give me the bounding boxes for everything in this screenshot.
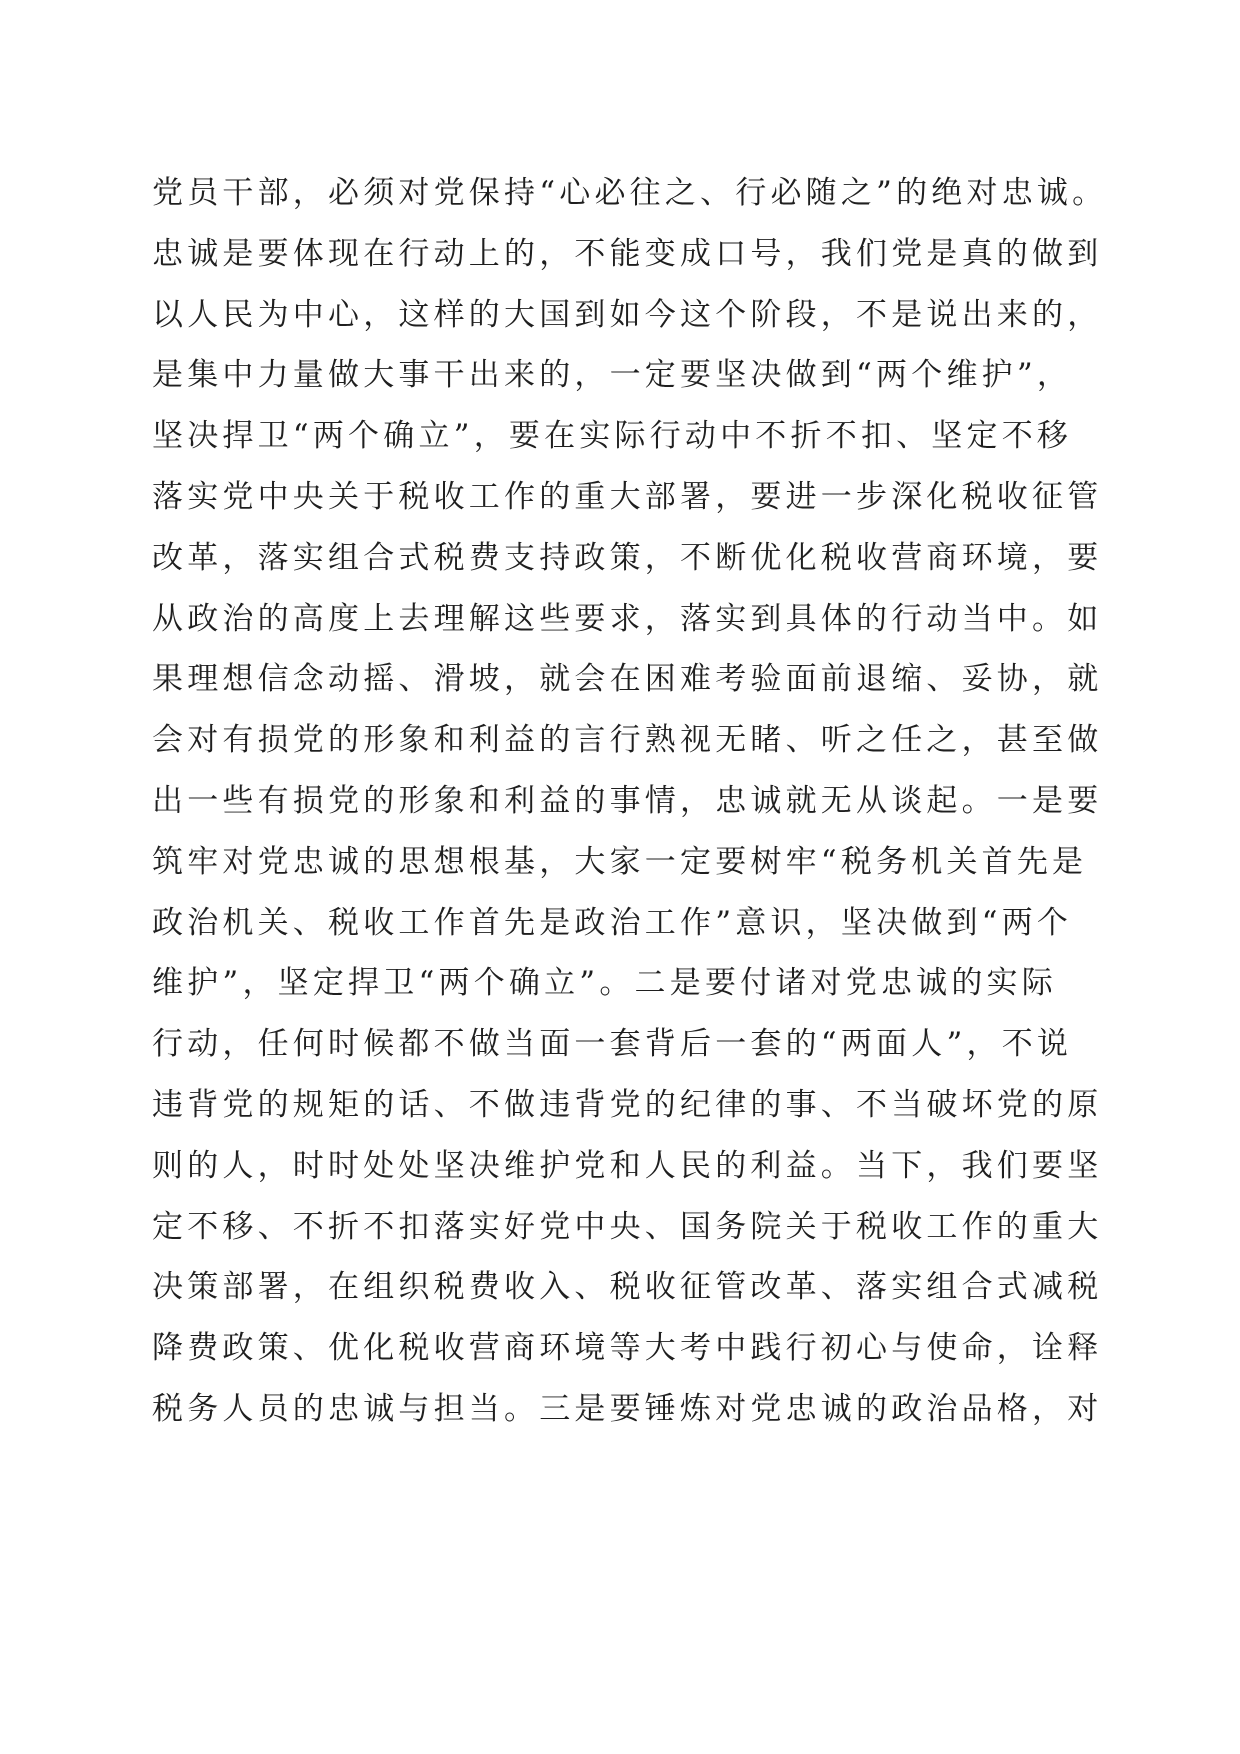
text-line-5: 坚决捍卫“两个确立”，要在实际行动中不折不扣、坚定不移 [152,418,1073,455]
text-line-9: 果理想信念动摇、滑坡，就会在困难考验面前退缩、妥协，就 [152,661,1103,698]
text-line-11: 出一些有损党的形象和利益的事情，忠诚就无从谈起。一是要 [152,782,1103,819]
text-line-17: 则的人，时时处处坚决维护党和人民的利益。当下，我们要坚 [152,1147,1103,1184]
text-line-13: 政治机关、税收工作首先是政治工作”意识，坚决做到“两个 [152,904,1073,941]
text-line-20: 降费政策、优化税收营商环境等大考中践行初心与使命，诠释 [152,1330,1103,1367]
text-line-10: 会对有损党的形象和利益的言行熟视无睹、听之任之，甚至做 [152,722,1103,759]
text-line-14: 维护”，坚定捍卫“两个确立”。二是要付诸对党忠诚的实际 [152,965,1057,1002]
text-line-12: 筑牢对党忠诚的思想根基，大家一定要树牢“税务机关首先是 [152,843,1088,880]
text-line-3: 以人民为中心，这样的大国到如今这个阶段，不是说出来的， [152,296,1103,333]
text-line-7: 改革，落实组合式税费支持政策，不断优化税收营商环境，要 [152,539,1103,576]
text-line-6: 落实党中央关于税收工作的重大部署，要进一步深化税收征管 [152,478,1103,515]
text-line-15: 行动，任何时候都不做当面一套背后一套的“两面人”，不说 [152,1026,1073,1063]
text-line-4: 是集中力量做大事干出来的，一定要坚决做到“两个维护”， [152,357,1073,394]
text-line-1: 党员干部，必须对党保持“心必往之、行必随之”的绝对忠诚。 [152,175,1108,211]
text-line-21: 税务人员的忠诚与担当。三是要锤炼对党忠诚的政治品格，对 [152,1390,1103,1427]
text-line-2: 忠诚是要体现在行动上的，不能变成口号，我们党是真的做到 [152,235,1103,272]
text-line-8: 从政治的高度上去理解这些要求，落实到具体的行动当中。如 [152,600,1103,637]
text-line-16: 违背党的规矩的话、不做违背党的纪律的事、不当破坏党的原 [152,1086,1103,1123]
text-line-19: 决策部署，在组织税费收入、税收征管改革、落实组合式减税 [152,1269,1103,1306]
text-line-18: 定不移、不折不扣落实好党中央、国务院关于税收工作的重大 [152,1208,1103,1245]
body-text [152,163,1108,1440]
